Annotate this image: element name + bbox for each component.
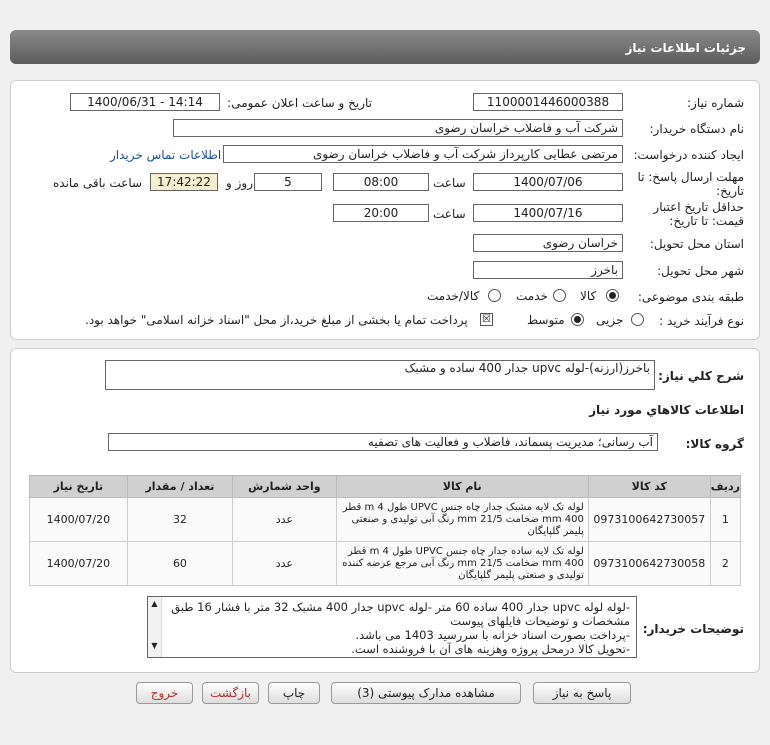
page-title: جزئیات اطلاعات نیاز <box>625 41 746 55</box>
goods-group-field: آب رسانی؛ مدیریت پسماند، فاضلاب و فعالیت های تصفیه <box>108 433 658 451</box>
notes-scrollbar[interactable]: ▲ ▼ <box>148 597 162 657</box>
notes-line: -تحویل کالا درمحل پروژه وهزینه های آن با فروشنده است. <box>351 642 630 656</box>
page-header <box>10 30 760 64</box>
table-row[interactable] <box>30 498 741 542</box>
summary-label: شرح کلي نياز: <box>658 369 744 383</box>
goods-table <box>29 475 741 586</box>
table-header-row <box>30 476 741 498</box>
buyer-org-label: نام دستگاه خریدار: <box>649 122 744 136</box>
category-goods-radio[interactable] <box>606 289 619 302</box>
days-field: 5 <box>254 173 322 191</box>
validity-time-label: ساعت <box>433 207 466 221</box>
city-field: باخرز <box>473 261 623 279</box>
creator-label: ایجاد کننده درخواست: <box>633 148 744 162</box>
notes-line: -پرداخت بصورت اسناد خزانه با سررسید 1403 می باشد. <box>355 628 630 642</box>
goods-group-label: گروه کالا: <box>685 437 744 451</box>
treasury-checkbox[interactable]: ☒ <box>480 313 493 326</box>
table-row[interactable] <box>30 542 741 586</box>
validity-label: حداقل تاریخ اعتبار قیمت: تا تاریخ: <box>653 200 744 228</box>
city-label: شهر محل تحویل: <box>657 264 744 278</box>
validity-date-field: 1400/07/16 <box>473 204 623 222</box>
creator-field: مرتضی عطایی کارپرداز شرکت آب و فاضلاب خراسان رضوی <box>223 145 623 163</box>
process-label: نوع فرآیند خرید : <box>659 314 744 328</box>
cell-date: 1400/07/20 <box>30 498 128 542</box>
process-partial-radio[interactable] <box>631 313 644 326</box>
cell-unit: عدد <box>233 498 337 542</box>
validity-time-field: 20:00 <box>333 204 429 222</box>
back-button[interactable]: بازگشت <box>202 682 259 704</box>
cell-qty: 60 <box>127 542 232 586</box>
remaining-label: ساعت باقی مانده <box>53 176 143 190</box>
cell-idx: 1 <box>710 498 740 542</box>
cell-name: لوله تک لایه ساده جدار چاه جنس UPVC طول 4 m قطر 400 mm ضخامت 21/5 mm رنگ آبی مرجع عرضه کننده تولیدی و صنعتی پلیمر گلپایگان <box>336 542 588 586</box>
col-code: کد کالا <box>588 476 710 498</box>
reply-button[interactable]: پاسخ به نیاز <box>533 682 631 704</box>
col-date: تاریخ نیاز <box>30 476 128 498</box>
deadline-date-field: 1400/07/06 <box>473 173 623 191</box>
province-field: خراسان رضوی <box>473 234 623 252</box>
category-service-radio[interactable] <box>553 289 566 302</box>
cell-date: 1400/07/20 <box>30 542 128 586</box>
announce-field: 1400/06/31 - 14:14 <box>70 93 220 111</box>
announce-label: تاریخ و ساعت اعلان عمومی: <box>227 96 372 110</box>
col-unit: واحد شمارش <box>233 476 337 498</box>
buyer-org-field: شرکت آب و فاضلاب خراسان رضوی <box>173 119 623 137</box>
process-medium-label: متوسط <box>527 313 565 327</box>
remaining-time-field: 17:42:22 <box>150 173 218 191</box>
cell-unit: عدد <box>233 542 337 586</box>
cell-code: 0973100642730058 <box>588 542 710 586</box>
contact-buyer-link[interactable]: اطلاعات تماس خریدار <box>110 148 222 162</box>
need-number-label: شماره نیاز: <box>687 96 744 110</box>
process-partial-label: جزیی <box>596 313 624 327</box>
need-number-field: 1100001446000388 <box>473 93 623 111</box>
deadline-label: مهلت ارسال پاسخ: تا تاریخ: <box>637 170 744 198</box>
goods-section-title: اطلاعات کالاهاي مورد نياز <box>589 403 744 417</box>
buyer-notes-label: توضیحات خریدار: <box>642 622 744 636</box>
process-medium-radio[interactable] <box>571 313 584 326</box>
cell-qty: 32 <box>127 498 232 542</box>
category-goods-label: کالا <box>580 289 597 303</box>
view-documents-button[interactable]: مشاهده مدارک پیوستی (3) <box>331 682 521 704</box>
notes-line: -لوله لوله upvc جدار 400 ساده 60 متر -لوله upvc جدار 400 مشبک 32 متر با فشار 16 طبق مشخصات و توضیحات فایلهای پیوست <box>171 600 630 628</box>
deadline-time-label: ساعت <box>433 176 466 190</box>
payment-note: پرداخت تمام یا بخشی از مبلغ خرید،از محل "اسناد خزانه اسلامی" خواهد بود. <box>85 313 468 327</box>
category-service-label: خدمت <box>516 289 548 303</box>
cell-code: 0973100642730057 <box>588 498 710 542</box>
days-and-label: روز و <box>226 176 253 190</box>
print-button[interactable]: چاپ <box>268 682 320 704</box>
exit-button[interactable]: خروج <box>136 682 193 704</box>
col-qty: تعداد / مقدار <box>127 476 232 498</box>
col-name: نام کالا <box>336 476 588 498</box>
summary-field: باخرز(ارزنه)-لوله upvc جدار 400 ساده و مشبک <box>105 360 655 390</box>
deadline-time-field: 08:00 <box>333 173 429 191</box>
cell-idx: 2 <box>710 542 740 586</box>
col-idx: ردیف <box>710 476 740 498</box>
province-label: استان محل تحویل: <box>649 237 744 251</box>
category-both-radio[interactable] <box>488 289 501 302</box>
category-label: طبقه بندی موضوعی: <box>637 290 744 304</box>
cell-name: لوله تک لایه مشبک جدار چاه جنس UPVC طول 4 m قطر 400 mm ضخامت 21/5 mm رنگ آبی تولیدی و صنعتی پلیمر گلپایگان <box>336 498 588 542</box>
buyer-notes-box[interactable] <box>147 596 637 658</box>
category-both-label: کالا/خدمت <box>427 289 480 303</box>
